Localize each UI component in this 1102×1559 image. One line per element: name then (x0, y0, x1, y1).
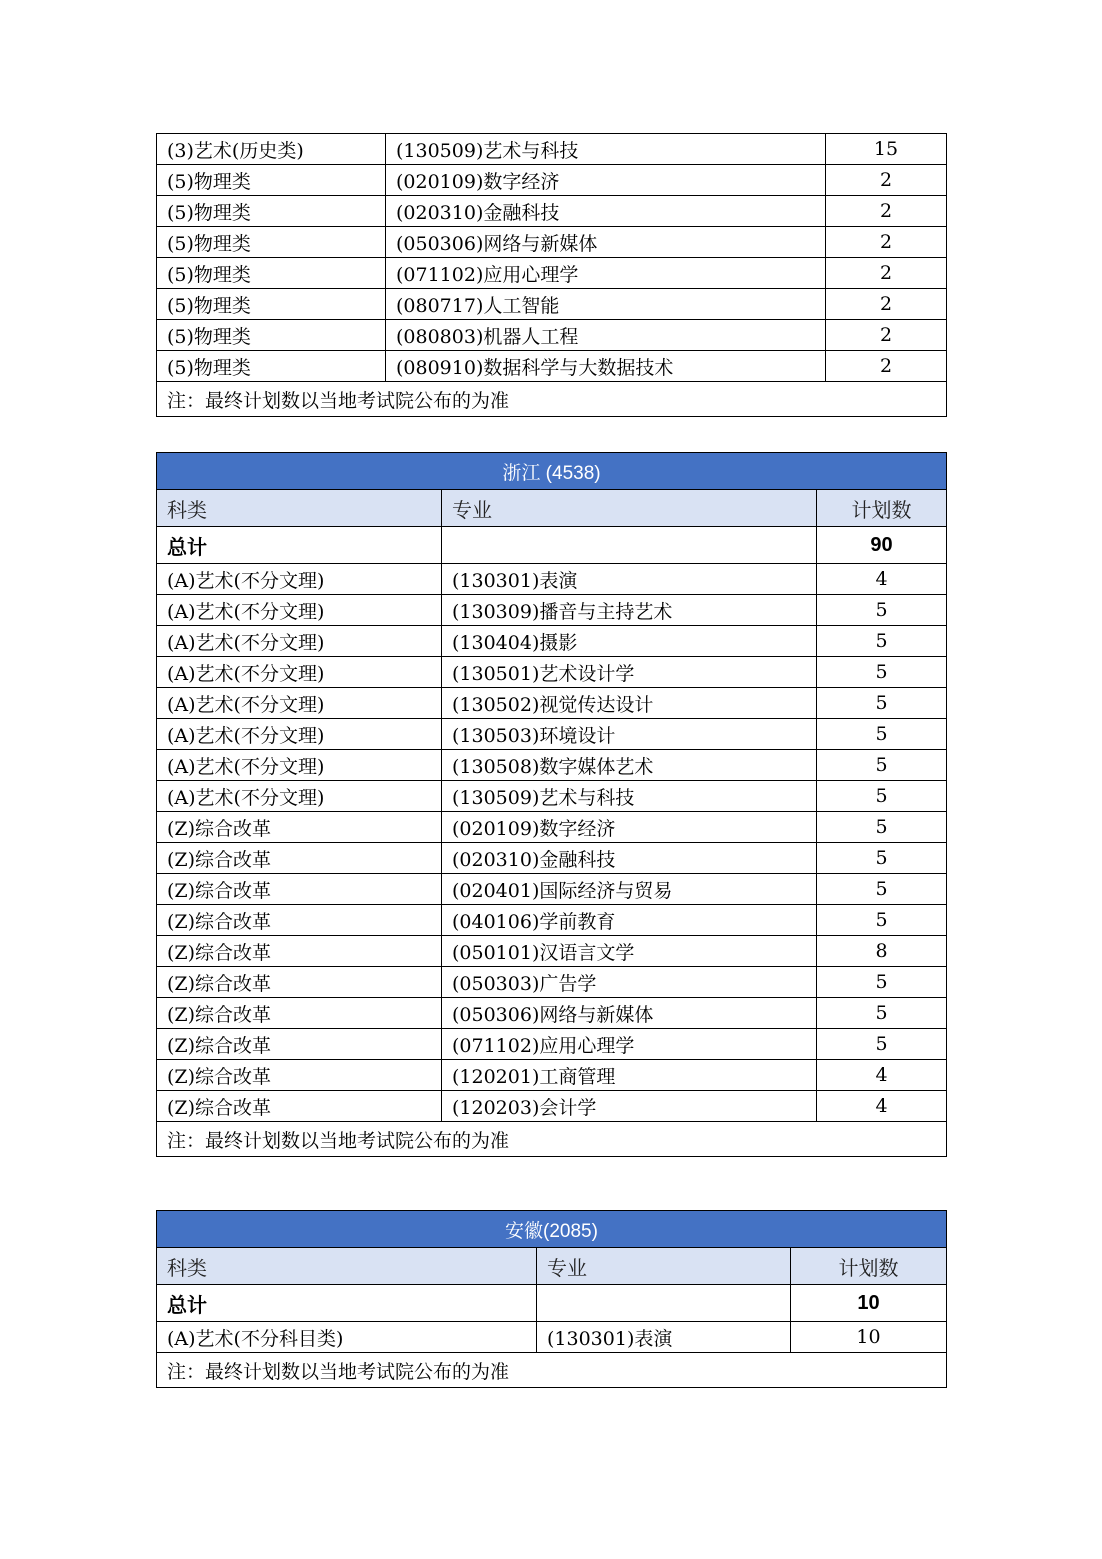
table-row (157, 905, 947, 936)
major-cell: (040106)学前教育 (442, 905, 817, 936)
table-row (157, 812, 947, 843)
major-cell: (120203)会计学 (442, 1091, 817, 1122)
major-cell: (130404)摄影 (442, 626, 817, 657)
table-row (157, 936, 947, 967)
table-row (157, 227, 947, 258)
table-row (157, 134, 947, 165)
count-cell: 5 (817, 657, 947, 688)
total-label: 总计 (157, 1285, 537, 1322)
category-cell: (5)物理类 (157, 320, 386, 351)
count-cell: 5 (817, 781, 947, 812)
count-cell: 8 (817, 936, 947, 967)
category-cell: (A)艺术(不分文理) (157, 595, 442, 626)
table-row (157, 258, 947, 289)
count-cell: 15 (826, 134, 947, 165)
count-cell: 2 (826, 196, 947, 227)
major-cell: (130301)表演 (537, 1322, 791, 1353)
count-cell: 5 (817, 595, 947, 626)
major-cell: (020109)数字经济 (442, 812, 817, 843)
table-row (157, 564, 947, 595)
note-text: 注：最终计划数以当地考试院公布的为准 (157, 1353, 947, 1388)
major-cell: (080910)数据科学与大数据技术 (386, 351, 826, 382)
table-row (157, 719, 947, 750)
category-cell: (Z)综合改革 (157, 905, 442, 936)
header-count: 计划数 (817, 490, 947, 527)
table-row (157, 781, 947, 812)
table-row (157, 843, 947, 874)
category-cell: (Z)综合改革 (157, 1060, 442, 1091)
table-row (157, 688, 947, 719)
major-cell: (050306)网络与新媒体 (442, 998, 817, 1029)
category-cell: (A)艺术(不分文理) (157, 688, 442, 719)
category-cell: (5)物理类 (157, 258, 386, 289)
total-label: 总计 (157, 527, 442, 564)
category-cell: (5)物理类 (157, 165, 386, 196)
table-title-row (157, 453, 947, 490)
count-cell: 5 (817, 905, 947, 936)
major-cell: (080717)人工智能 (386, 289, 826, 320)
count-cell: 5 (817, 1029, 947, 1060)
province-title: 浙江 (4538) (157, 453, 947, 490)
table-row (157, 1060, 947, 1091)
plan-table-continued (156, 133, 947, 417)
count-cell: 5 (817, 719, 947, 750)
count-cell: 5 (817, 688, 947, 719)
total-count: 90 (817, 527, 947, 564)
table-title-row (157, 1211, 947, 1248)
count-cell: 5 (817, 812, 947, 843)
count-cell: 2 (826, 227, 947, 258)
count-cell: 10 (791, 1322, 947, 1353)
note-row (157, 1353, 947, 1388)
major-cell: (130509)艺术与科技 (442, 781, 817, 812)
table-row (157, 998, 947, 1029)
table-row (157, 320, 947, 351)
anhui-plan-table (156, 1210, 947, 1388)
table-row (157, 750, 947, 781)
count-cell: 2 (826, 351, 947, 382)
header-major: 专业 (537, 1248, 791, 1285)
major-cell: (020401)国际经济与贸易 (442, 874, 817, 905)
major-cell: (050306)网络与新媒体 (386, 227, 826, 258)
table-row (157, 1091, 947, 1122)
major-cell: (080803)机器人工程 (386, 320, 826, 351)
category-cell: (Z)综合改革 (157, 1029, 442, 1060)
category-cell: (Z)综合改革 (157, 1091, 442, 1122)
note-row (157, 1122, 947, 1157)
category-cell: (5)物理类 (157, 196, 386, 227)
count-cell: 2 (826, 258, 947, 289)
category-cell: (5)物理类 (157, 351, 386, 382)
count-cell: 2 (826, 289, 947, 320)
major-cell: (130503)环境设计 (442, 719, 817, 750)
note-row (157, 382, 947, 417)
major-cell: (071102)应用心理学 (442, 1029, 817, 1060)
note-text: 注：最终计划数以当地考试院公布的为准 (157, 382, 947, 417)
table-row (157, 874, 947, 905)
major-cell: (130509)艺术与科技 (386, 134, 826, 165)
count-cell: 4 (817, 1091, 947, 1122)
header-count: 计划数 (791, 1248, 947, 1285)
count-cell: 2 (826, 165, 947, 196)
count-cell: 4 (817, 564, 947, 595)
count-cell: 5 (817, 874, 947, 905)
category-cell: (Z)综合改革 (157, 843, 442, 874)
major-cell: (130508)数字媒体艺术 (442, 750, 817, 781)
table-row (157, 1029, 947, 1060)
major-cell: (020310)金融科技 (442, 843, 817, 874)
category-cell: (Z)综合改革 (157, 936, 442, 967)
table-row (157, 351, 947, 382)
zhejiang-plan-table (156, 452, 947, 1157)
major-cell: (120201)工商管理 (442, 1060, 817, 1091)
table-row (157, 196, 947, 227)
table-row (157, 967, 947, 998)
category-cell: (Z)综合改革 (157, 812, 442, 843)
major-cell: (050101)汉语言文学 (442, 936, 817, 967)
table-row (157, 289, 947, 320)
total-row (157, 527, 947, 564)
total-row (157, 1285, 947, 1322)
major-cell: (050303)广告学 (442, 967, 817, 998)
category-cell: (Z)综合改革 (157, 998, 442, 1029)
total-major (442, 527, 817, 564)
total-major (537, 1285, 791, 1322)
table-row (157, 657, 947, 688)
table-row (157, 1322, 947, 1353)
column-header-row (157, 1248, 947, 1285)
category-cell: (A)艺术(不分文理) (157, 781, 442, 812)
major-cell: (071102)应用心理学 (386, 258, 826, 289)
major-cell: (020109)数字经济 (386, 165, 826, 196)
column-header-row (157, 490, 947, 527)
header-major: 专业 (442, 490, 817, 527)
header-category: 科类 (157, 1248, 537, 1285)
category-cell: (A)艺术(不分科目类) (157, 1322, 537, 1353)
count-cell: 5 (817, 843, 947, 874)
count-cell: 5 (817, 626, 947, 657)
category-cell: (A)艺术(不分文理) (157, 626, 442, 657)
category-cell: (A)艺术(不分文理) (157, 564, 442, 595)
province-title: 安徽(2085) (157, 1211, 947, 1248)
category-cell: (5)物理类 (157, 289, 386, 320)
header-category: 科类 (157, 490, 442, 527)
major-cell: (130309)播音与主持艺术 (442, 595, 817, 626)
count-cell: 2 (826, 320, 947, 351)
category-cell: (5)物理类 (157, 227, 386, 258)
major-cell: (130501)艺术设计学 (442, 657, 817, 688)
major-cell: (130502)视觉传达设计 (442, 688, 817, 719)
note-text: 注：最终计划数以当地考试院公布的为准 (157, 1122, 947, 1157)
table-row (157, 626, 947, 657)
category-cell: (3)艺术(历史类) (157, 134, 386, 165)
count-cell: 5 (817, 750, 947, 781)
count-cell: 4 (817, 1060, 947, 1091)
count-cell: 5 (817, 998, 947, 1029)
table-row (157, 595, 947, 626)
category-cell: (A)艺术(不分文理) (157, 750, 442, 781)
count-cell: 5 (817, 967, 947, 998)
category-cell: (A)艺术(不分文理) (157, 719, 442, 750)
total-count: 10 (791, 1285, 947, 1322)
major-cell: (130301)表演 (442, 564, 817, 595)
major-cell: (020310)金融科技 (386, 196, 826, 227)
category-cell: (A)艺术(不分文理) (157, 657, 442, 688)
table-row (157, 165, 947, 196)
category-cell: (Z)综合改革 (157, 874, 442, 905)
category-cell: (Z)综合改革 (157, 967, 442, 998)
